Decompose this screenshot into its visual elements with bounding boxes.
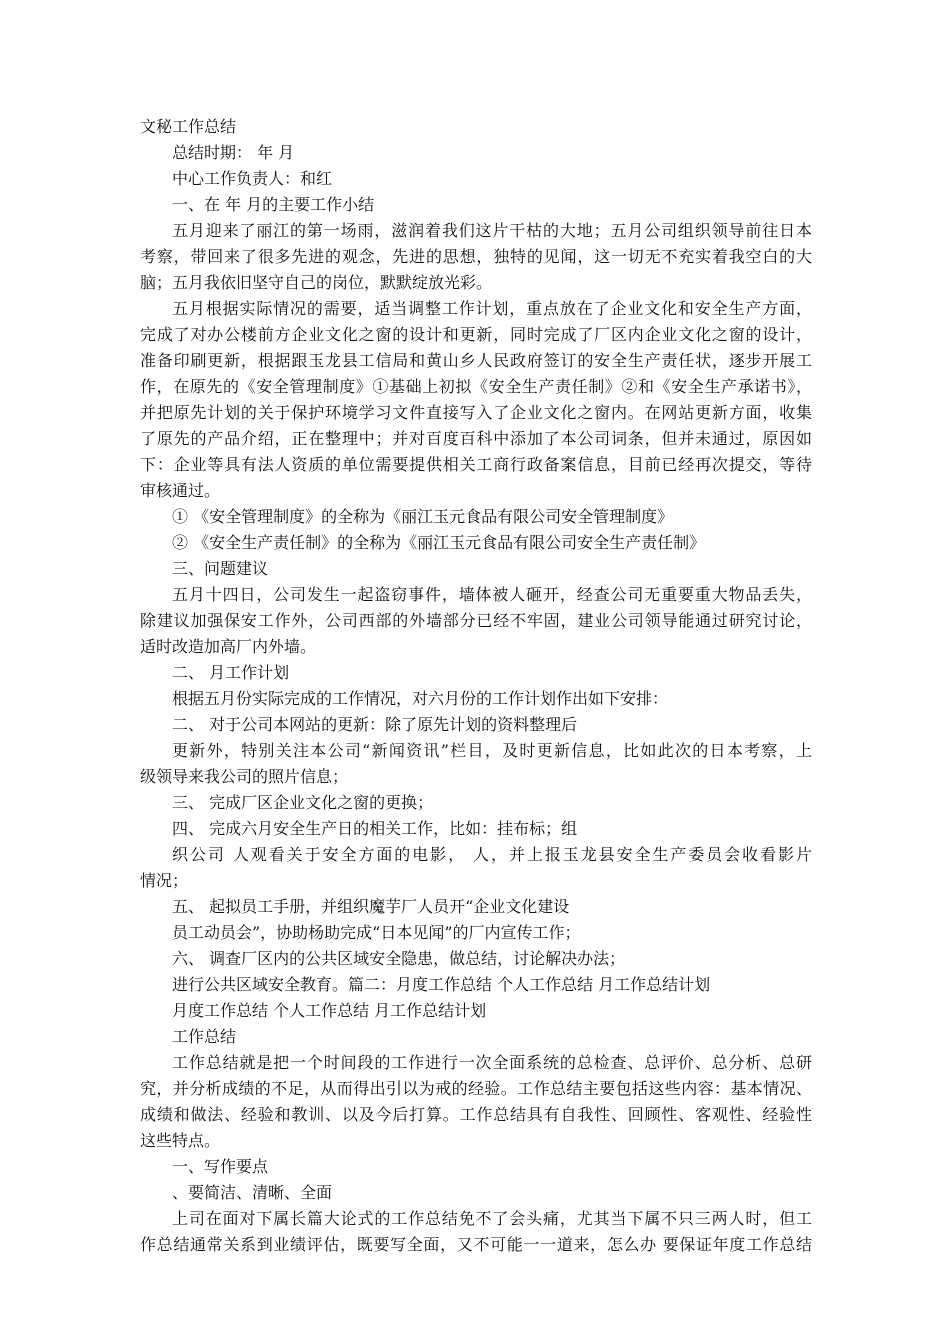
text-line: 审核通过。 [140,481,221,500]
text-line: 六、 调查厂区内的公共区域安全隐患，做总结，讨论解决办法； [172,949,626,968]
text-line: 五月根据实际情况的需要，适当调整工作计划，重点放在了企业文化和安全生产方面， [172,299,812,318]
text-line: ① 《安全管理制度》的全称为《丽江玉元食品有限公司安全管理制度》 [172,507,674,526]
text-line: 一、写作要点 [172,1157,269,1176]
text-line: 完成了对办公楼前方企业文化之窗的设计和更新，同时完成了厂区内企业文化之窗的设计， [140,325,812,344]
text-line: 工作总结 [172,1027,237,1046]
text-line: 五、 起拟员工手册，并组织魔芋厂人员开“企业文化建设 [172,897,570,916]
text-line: 月度工作总结 个人工作总结 月工作总结计划 [172,1001,487,1020]
text-line: 二、 对于公司本网站的更新：除了原先计划的资料整理后 [172,715,578,734]
text-line: ② 《安全生产责任制》的全称为《丽江玉元食品有限公司安全生产责任制》 [172,533,706,552]
text-line: 考察，带回来了很多先进的观念，先进的思想，独特的见闻，这一切无不充实着我空白的大 [140,247,812,266]
document-lines [140,140,812,1258]
text-line: 脑；五月我依旧坚守自己的岗位，默默绽放光彩。 [140,273,493,292]
text-line: 除建议加强保安工作外，公司西部的外墙部分已经不牢固，建业公司领导能通过研究讨论， [140,611,812,630]
document-title: 文秘工作总结 [140,117,237,136]
text-line: 根据五月份实际完成的工作情况，对六月份的工作计划作出如下安排： [172,689,669,708]
text-line: 更新外，特别关注本公司“新闻资讯”栏目，及时更新信息，比如此次的日本考察，上 [172,741,812,760]
text-line: 准备印刷更新，根据跟玉龙县工信局和黄山乡人民政府签订的安全生产责任状，逐步开展工 [140,351,812,370]
text-line: 中心工作负责人：和红 [172,169,333,188]
text-line: 五月迎来了丽江的第一场雨，滋润着我们这片干枯的大地；五月公司组织领导前往日本 [172,221,812,240]
text-line: 上司在面对下属长篇大论式的工作总结免不了会头痛，尤其当下属不只三两人时，但工 [172,1209,812,1228]
text-line: 工作总结就是把一个时间段的工作进行一次全面系统的总检查、总评价、总分析、总研 [172,1053,812,1072]
text-line: 、要简洁、清晰、全面 [172,1183,333,1202]
text-line: 究，并分析成绩的不足，从而得出引以为戒的经验。工作总结主要包括这些内容：基本情况、 [140,1079,812,1098]
text-line: 适时改造加高厂内外墙。 [140,637,317,656]
document-body [140,114,812,1258]
text-line: 四、 完成六月安全生产日的相关工作，比如：挂布标；组 [172,819,578,838]
text-line: 二、 月工作计划 [172,663,290,682]
text-line: 一、在 年 月的主要工作小结 [172,195,375,214]
text-line: 下：企业等具有法人资质的单位需要提供相关工商行政备案信息，目前已经再次提交，等待 [140,455,812,474]
text-line: 总结时期： 年 月 [172,143,295,162]
text-line: 员工动员会”，协助杨助完成“日本见闻”的厂内宣传工作； [172,923,581,942]
text-line: 进行公共区域安全教育。篇二：月度工作总结 个人工作总结 月工作总结计划 [172,975,711,994]
text-line: 五月十四日，公司发生一起盗窃事件，墙体被人砸开，经查公司无重要重大物品丢失， [172,585,812,604]
text-line: 这些特点。 [140,1131,221,1150]
text-line: 作，在原先的《安全管理制度》①基础上初拟《安全生产责任制》②和《安全生产承诺书》， [140,377,812,396]
text-line: 了原先的产品介绍，正在整理中；并对百度百科中添加了本公司词条，但并未通过，原因如 [140,429,812,448]
text-line: 级领导来我公司的照片信息； [140,767,349,786]
text-line: 织公司 人观看关于安全方面的电影， 人，并上报玉龙县安全生产委员会收看影片 [172,845,812,864]
text-line: 三、问题建议 [172,559,269,578]
text-line: 并把原先计划的关于保护环境学习文件直接写入了企业文化之窗内。在网站更新方面，收集 [140,403,812,422]
text-line: 作总结通常关系到业绩评估，既要写全面，又不可能一一道来，怎么办 要保证年度工作总结 [140,1235,812,1254]
text-line: 三、 完成厂区企业文化之窗的更换； [172,793,434,812]
text-line: 情况； [140,871,189,890]
text-line: 成绩和做法、经验和教训、以及今后打算。工作总结具有自我性、回顾性、客观性、经验性 [140,1105,812,1124]
